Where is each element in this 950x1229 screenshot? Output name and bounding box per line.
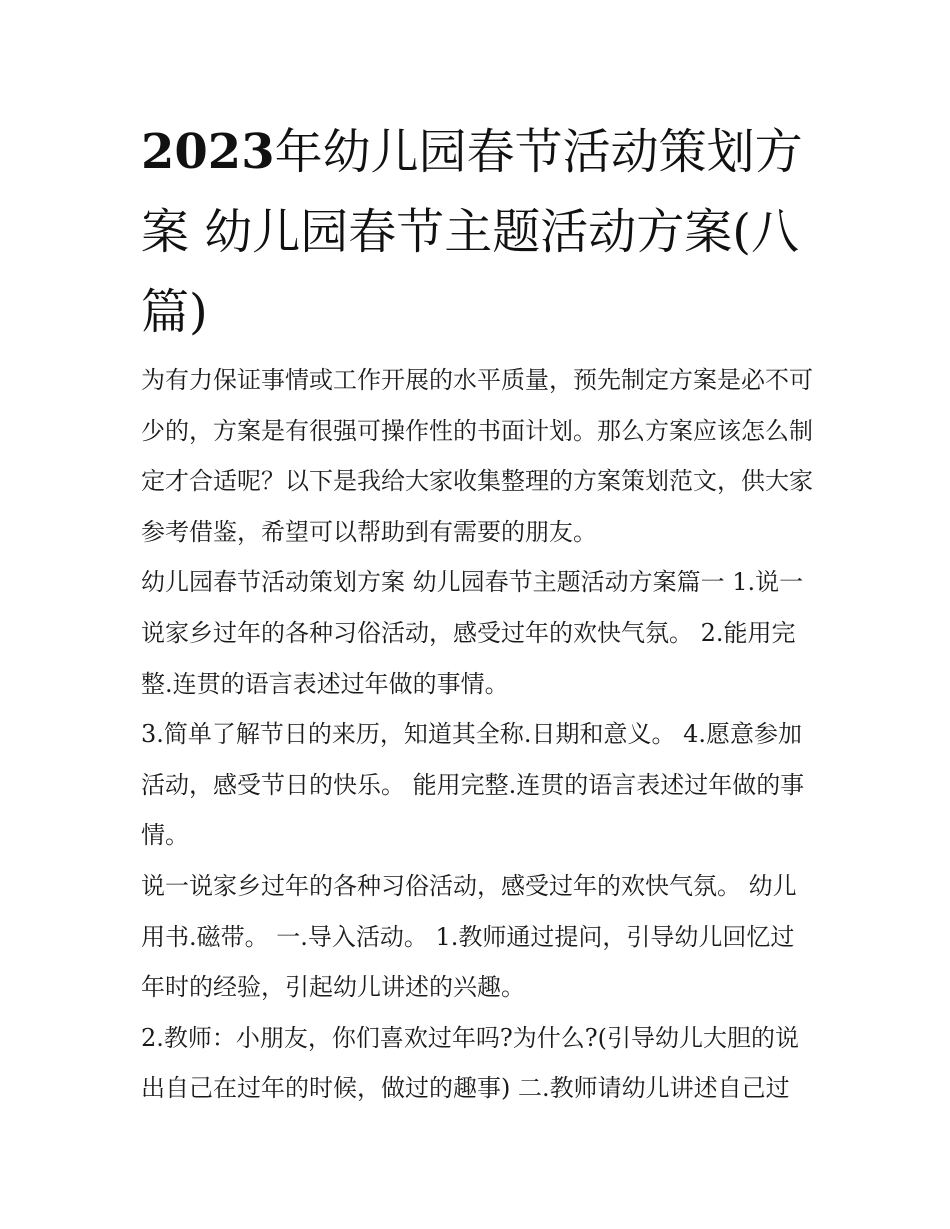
title-text: 年幼儿园春节活动策划方案 幼儿园春节主题活动方案(八篇) [141,124,803,340]
title-year: 2023 [141,124,275,180]
paragraph-intro: 为有力保证事情或工作开展的水平质量，预先制定方案是必不可少的，方案是有很强可操作性的书面计划。那么方案应该怎么制定才合适呢？以下是我给大家收集整理的方案策划范文，供大家参考借鉴，希望可以帮助到有需要的朋友。 [141,366,813,546]
paragraph-activity-discussion: 2.教师：小朋友，你们喜欢过年吗?为什么?(引导幼儿大胆的说出自己在过年的时候，做过的趣事) 二.教师请幼儿讲述自己过 [141,1023,799,1103]
document-body [141,355,816,1114]
paragraph-goals-continued: 3.简单了解节日的来历，知道其全称.日期和意义。 4.愿意参加活动，感受节日的快乐。 能用完整.连贯的语言表述过年做的事情。 [141,720,805,850]
paragraph-activity-import: 说一说家乡过年的各种习俗活动，感受过年的欢快气氛。 幼儿用书.磁带。 一.导入活动。 1.教师通过提问，引导幼儿回忆过年时的经验，引起幼儿讲述的兴趣。 [141,871,797,1002]
paragraph-goals: 幼儿园春节活动策划方案 幼儿园春节主题活动方案篇一 1.说一说家乡过年的各种习俗活动，感受过年的欢快气氛。 2.能用完整.连贯的语言表述过年做的事情。 [141,568,804,698]
document-title [141,112,821,352]
